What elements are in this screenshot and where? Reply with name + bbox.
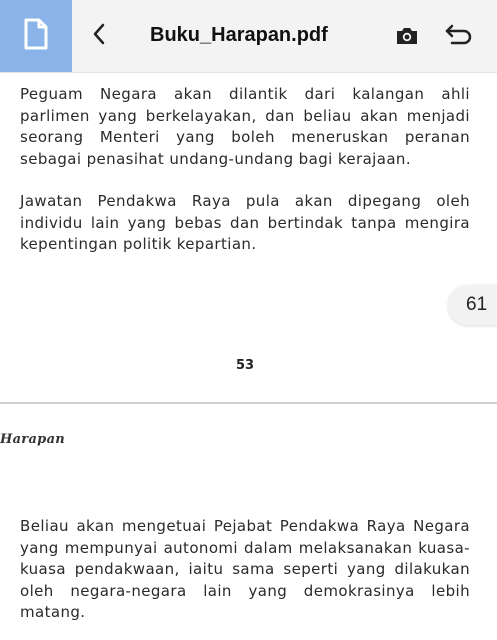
back-button[interactable]: [84, 21, 114, 51]
screenshot-button[interactable]: [394, 27, 420, 49]
chevron-left-icon: [92, 23, 106, 50]
page-number: 53: [235, 358, 255, 373]
paragraph-peguam-negara: Peguam Negara akan dilantik dari kalangan ahli parlimen yang berkelayakan, dan beliau akan menjadi seorang Menteri yang boleh meneruskan peranan sebagai penasihat undang-undang bagi kerajaan.: [20, 85, 470, 168]
running-header: Harapan: [0, 432, 66, 447]
camera-icon: [395, 27, 419, 50]
document-title: Buku_Harapan.pdf: [150, 24, 328, 46]
page-divider: [0, 402, 497, 404]
document-icon: [23, 18, 49, 55]
page-indicator-badge[interactable]: 61: [448, 285, 497, 325]
undo-icon: [444, 23, 474, 52]
paragraph-pejabat-pendakwa: Beliau akan mengetuai Pejabat Pendakwa Raya Negara yang mempunyai autonomi dalam melaksanakan kuasa-kuasa pendakwaan, iaitu sama seperti yang dilakukan oleh negara-negara lain yang demokrasinya lebih matang.: [20, 517, 470, 621]
document-button[interactable]: [0, 0, 72, 72]
pdf-toolbar: [0, 0, 497, 73]
undo-button[interactable]: [443, 23, 475, 51]
paragraph-pendakwa-raya: Jawatan Pendakwa Raya pula akan dipegang oleh individu lain yang bebas dan bertindak tanpa mengira kepentingan politik kepartian.: [20, 192, 470, 253]
